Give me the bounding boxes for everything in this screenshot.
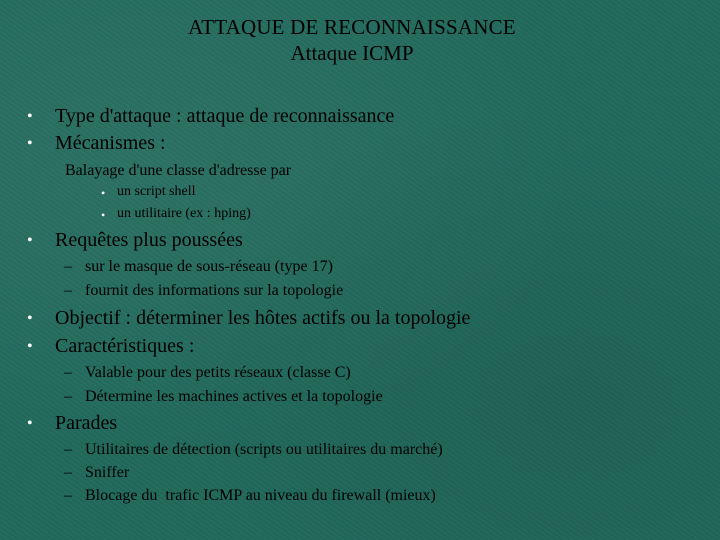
- bullet-text: Caractéristiques :: [55, 335, 195, 357]
- dash-marker: –: [64, 464, 72, 481]
- bullet-text: Type d'attaque : attaque de reconnaissance: [55, 105, 395, 127]
- sub-text: Valable pour des petits réseaux (classe C): [85, 364, 351, 381]
- bullet-marker: •: [27, 135, 33, 152]
- sub-text: Détermine les machines actives et la topologie: [85, 388, 383, 405]
- sub-text: Blocage du trafic ICMP au niveau du firewall (mieux): [85, 487, 436, 504]
- sub-sub-text: un script shell: [117, 184, 196, 199]
- bullet-text: Parades: [55, 412, 118, 434]
- sub-sub-text: un utilitaire (ex : hping): [117, 206, 251, 221]
- dash-marker: –: [64, 364, 72, 381]
- bullet-text: Objectif : déterminer les hôtes actifs ou la topologie: [55, 307, 471, 329]
- bullet-marker: •: [27, 338, 33, 355]
- dash-marker: –: [64, 258, 72, 275]
- bullet-marker: •: [27, 232, 33, 249]
- bullet-marker: •: [27, 415, 33, 432]
- bullet-marker: •: [27, 108, 33, 125]
- bullet-text: Requêtes plus poussées: [55, 229, 243, 251]
- sub-text: fournit des informations sur la topologie: [85, 282, 344, 299]
- dash-marker: –: [64, 388, 72, 405]
- dash-marker: –: [64, 441, 72, 458]
- bullet-marker: •: [27, 310, 33, 327]
- sub-text: Sniffer: [85, 464, 130, 481]
- bullet-text: Mécanismes :: [55, 132, 166, 154]
- page-subtitle: Attaque ICMP: [290, 41, 414, 65]
- sub-text: sur le masque de sous-réseau (type 17): [85, 258, 333, 275]
- sub-text: Utilitaires de détection (scripts ou utilitaires du marché): [85, 441, 443, 458]
- dash-marker: –: [64, 487, 72, 504]
- sub-text: Balayage d'une classe d'adresse par: [65, 162, 292, 179]
- bullet-marker: •: [101, 186, 106, 200]
- bullet-marker: •: [101, 208, 106, 222]
- dash-marker: –: [64, 282, 72, 299]
- page-title: ATTAQUE DE RECONNAISSANCE: [188, 15, 516, 39]
